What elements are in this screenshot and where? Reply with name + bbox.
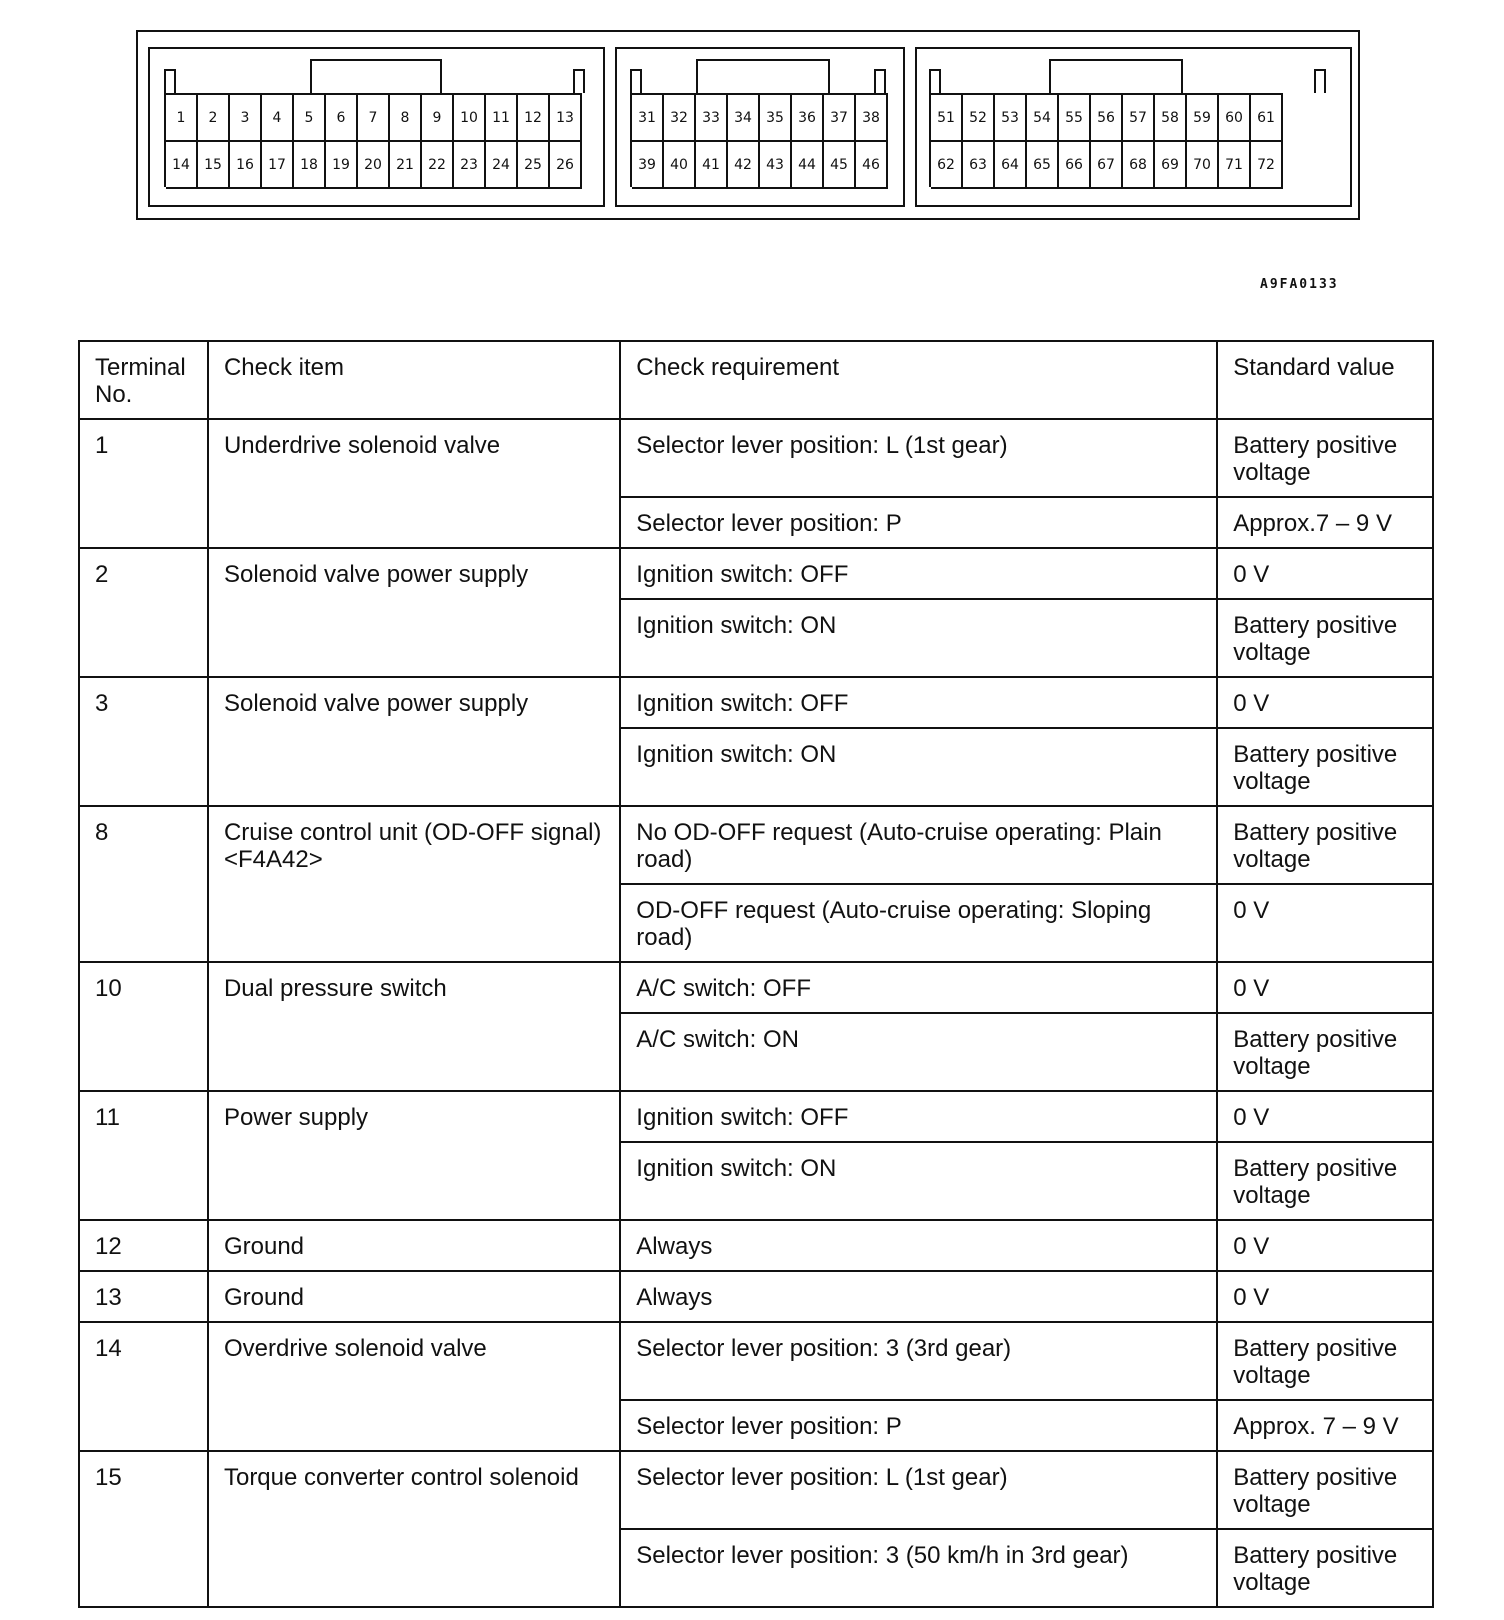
pin-71: 71	[1219, 142, 1251, 189]
cell-check-item: Ground	[208, 1271, 620, 1322]
pin-1: 1	[166, 95, 198, 142]
table-row	[79, 1091, 1433, 1142]
cell-check-item: Cruise control unit (OD-OFF signal) <F4A42>	[208, 806, 620, 962]
pin-4: 4	[262, 95, 294, 142]
pin-55: 55	[1059, 95, 1091, 142]
cell-standard-value: Battery positive voltage	[1217, 1451, 1433, 1529]
pin-35: 35	[760, 95, 792, 142]
pin-65: 65	[1027, 142, 1059, 189]
cell-standard-value: Battery positive voltage	[1217, 599, 1433, 677]
pin-42: 42	[728, 142, 760, 189]
pin-32: 32	[664, 95, 696, 142]
table-row	[79, 677, 1433, 728]
pin-53: 53	[995, 95, 1027, 142]
pin-63: 63	[963, 142, 995, 189]
pin-6: 6	[326, 95, 358, 142]
pin-15: 15	[198, 142, 230, 189]
pin-11: 11	[486, 95, 518, 142]
connector-block-2	[615, 47, 905, 207]
header-check-requirement: Check requirement	[620, 341, 1217, 419]
pin-13: 13	[550, 95, 582, 142]
pin-19: 19	[326, 142, 358, 189]
cell-terminal-no: 8	[79, 806, 208, 962]
ecu-connector-diagram	[136, 30, 1360, 220]
cell-standard-value: 0 V	[1217, 548, 1433, 599]
pin-16: 16	[230, 142, 262, 189]
pin-25: 25	[518, 142, 550, 189]
cell-check-item: Solenoid valve power supply	[208, 548, 620, 677]
pin-51: 51	[931, 95, 963, 142]
pin-62: 62	[931, 142, 963, 189]
cell-standard-value: Battery positive voltage	[1217, 1013, 1433, 1091]
pin-66: 66	[1059, 142, 1091, 189]
table-row	[79, 1322, 1433, 1400]
cell-check-requirement: OD-OFF request (Auto-cruise operating: Sloping road)	[620, 884, 1217, 962]
cell-terminal-no: 3	[79, 677, 208, 806]
cell-standard-value: Battery positive voltage	[1217, 806, 1433, 884]
cell-check-requirement: A/C switch: ON	[620, 1013, 1217, 1091]
pin-36: 36	[792, 95, 824, 142]
table-row	[79, 1271, 1433, 1322]
cell-check-requirement: Ignition switch: ON	[620, 728, 1217, 806]
pin-20: 20	[358, 142, 390, 189]
pin-58: 58	[1155, 95, 1187, 142]
cell-standard-value: Battery positive voltage	[1217, 419, 1433, 497]
pin-2: 2	[198, 95, 230, 142]
pin-59: 59	[1187, 95, 1219, 142]
cell-check-requirement: Selector lever position: L (1st gear)	[620, 419, 1217, 497]
pin-23: 23	[454, 142, 486, 189]
pin-37: 37	[824, 95, 856, 142]
pin-44: 44	[792, 142, 824, 189]
cell-terminal-no: 14	[79, 1322, 208, 1451]
pin-7: 7	[358, 95, 390, 142]
pin-38: 38	[856, 95, 888, 142]
pin-40: 40	[664, 142, 696, 189]
cell-terminal-no: 15	[79, 1451, 208, 1607]
pin-61: 61	[1251, 95, 1283, 142]
pin-5: 5	[294, 95, 326, 142]
pin-21: 21	[390, 142, 422, 189]
header-check-item: Check item	[208, 341, 620, 419]
cell-check-requirement: Always	[620, 1220, 1217, 1271]
table-row	[79, 1220, 1433, 1271]
cell-standard-value: 0 V	[1217, 677, 1433, 728]
cell-check-requirement: Selector lever position: 3 (50 km/h in 3rd gear)	[620, 1529, 1217, 1607]
cell-standard-value: 0 V	[1217, 1220, 1433, 1271]
connector-latch-right	[874, 69, 886, 93]
pin-57: 57	[1123, 95, 1155, 142]
pin-22: 22	[422, 142, 454, 189]
figure-code: A9FA0133	[1260, 277, 1339, 292]
connector-block-1	[148, 47, 605, 207]
pin-64: 64	[995, 142, 1027, 189]
terminal-check-table	[78, 340, 1434, 1608]
pin-69: 69	[1155, 142, 1187, 189]
pin-43: 43	[760, 142, 792, 189]
pin-10: 10	[454, 95, 486, 142]
cell-check-item: Ground	[208, 1220, 620, 1271]
table-row	[79, 548, 1433, 599]
pin-grid	[929, 93, 1283, 187]
cell-check-item: Power supply	[208, 1091, 620, 1220]
pin-70: 70	[1187, 142, 1219, 189]
cell-check-item: Dual pressure switch	[208, 962, 620, 1091]
pin-14: 14	[166, 142, 198, 189]
cell-standard-value: Battery positive voltage	[1217, 1529, 1433, 1607]
pin-33: 33	[696, 95, 728, 142]
pin-34: 34	[728, 95, 760, 142]
connector-block-3	[915, 47, 1352, 207]
connector-keyway	[310, 59, 442, 95]
pin-17: 17	[262, 142, 294, 189]
cell-terminal-no: 1	[79, 419, 208, 548]
connector-latch-left	[164, 69, 176, 93]
header-standard-value: Standard value	[1217, 341, 1433, 419]
cell-check-requirement: Always	[620, 1271, 1217, 1322]
cell-standard-value: 0 V	[1217, 1091, 1433, 1142]
cell-terminal-no: 12	[79, 1220, 208, 1271]
pin-68: 68	[1123, 142, 1155, 189]
pin-26: 26	[550, 142, 582, 189]
pin-54: 54	[1027, 95, 1059, 142]
cell-check-item: Solenoid valve power supply	[208, 677, 620, 806]
table-header-row	[79, 341, 1433, 419]
header-terminal-no: Terminal No.	[79, 341, 208, 419]
cell-check-item: Underdrive solenoid valve	[208, 419, 620, 548]
connector-latch-left	[929, 69, 941, 93]
pin-41: 41	[696, 142, 728, 189]
pin-18: 18	[294, 142, 326, 189]
cell-check-requirement: Selector lever position: P	[620, 497, 1217, 548]
cell-terminal-no: 13	[79, 1271, 208, 1322]
connector-latch-left	[630, 69, 642, 93]
cell-check-item: Overdrive solenoid valve	[208, 1322, 620, 1451]
cell-check-requirement: No OD-OFF request (Auto-cruise operating: Plain road)	[620, 806, 1217, 884]
cell-standard-value: Approx. 7 – 9 V	[1217, 1400, 1433, 1451]
connector-keyway	[1049, 59, 1183, 95]
pin-31: 31	[632, 95, 664, 142]
pin-grid	[630, 93, 888, 187]
pin-24: 24	[486, 142, 518, 189]
cell-standard-value: 0 V	[1217, 962, 1433, 1013]
table-row	[79, 806, 1433, 884]
cell-check-requirement: Ignition switch: OFF	[620, 548, 1217, 599]
cell-terminal-no: 2	[79, 548, 208, 677]
cell-standard-value: Battery positive voltage	[1217, 728, 1433, 806]
connector-latch-right	[1314, 69, 1326, 93]
cell-standard-value: 0 V	[1217, 1271, 1433, 1322]
cell-terminal-no: 11	[79, 1091, 208, 1220]
connector-latch-right	[573, 69, 585, 93]
cell-check-requirement: Ignition switch: OFF	[620, 677, 1217, 728]
pin-72: 72	[1251, 142, 1283, 189]
pin-grid	[164, 93, 582, 187]
cell-check-requirement: Selector lever position: 3 (3rd gear)	[620, 1322, 1217, 1400]
pin-9: 9	[422, 95, 454, 142]
cell-check-requirement: Selector lever position: P	[620, 1400, 1217, 1451]
table-row	[79, 1451, 1433, 1529]
cell-check-requirement: A/C switch: OFF	[620, 962, 1217, 1013]
pin-8: 8	[390, 95, 422, 142]
cell-standard-value: Approx.7 – 9 V	[1217, 497, 1433, 548]
pin-46: 46	[856, 142, 888, 189]
cell-check-requirement: Ignition switch: OFF	[620, 1091, 1217, 1142]
pin-52: 52	[963, 95, 995, 142]
pin-60: 60	[1219, 95, 1251, 142]
cell-check-requirement: Ignition switch: ON	[620, 599, 1217, 677]
table-row	[79, 419, 1433, 497]
table-body	[79, 419, 1433, 1607]
pin-56: 56	[1091, 95, 1123, 142]
cell-check-requirement: Ignition switch: ON	[620, 1142, 1217, 1220]
cell-check-item: Torque converter control solenoid	[208, 1451, 620, 1607]
pin-3: 3	[230, 95, 262, 142]
pin-67: 67	[1091, 142, 1123, 189]
cell-standard-value: Battery positive voltage	[1217, 1142, 1433, 1220]
cell-standard-value: Battery positive voltage	[1217, 1322, 1433, 1400]
pin-12: 12	[518, 95, 550, 142]
connector-keyway	[696, 59, 830, 95]
cell-standard-value: 0 V	[1217, 884, 1433, 962]
pin-39: 39	[632, 142, 664, 189]
cell-terminal-no: 10	[79, 962, 208, 1091]
table-row	[79, 962, 1433, 1013]
cell-check-requirement: Selector lever position: L (1st gear)	[620, 1451, 1217, 1529]
pin-45: 45	[824, 142, 856, 189]
